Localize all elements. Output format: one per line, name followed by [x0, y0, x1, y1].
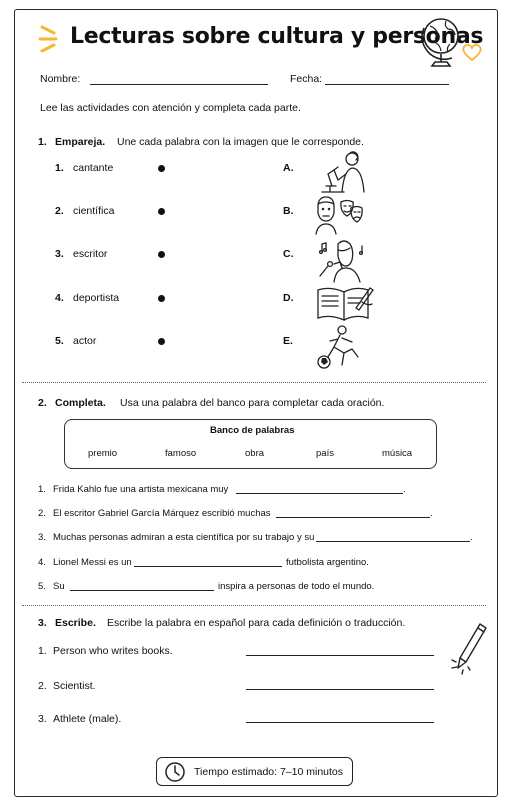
- sentence-end: .: [403, 484, 406, 495]
- writer-book-pen-icon: [316, 284, 374, 322]
- word-bank-word: obra: [245, 448, 265, 459]
- match-item-letter: A.: [283, 162, 294, 174]
- match-dot[interactable]: [158, 338, 165, 345]
- answer-line[interactable]: [246, 655, 434, 656]
- pencil-icon: [450, 622, 490, 676]
- answer-line[interactable]: [246, 722, 434, 723]
- match-item-letter: B.: [283, 205, 294, 217]
- time-estimate-label: Tiempo estimado: 7–10 minutos: [194, 766, 344, 778]
- section3-instruction: Escribe la palabra en español para cada definición o traducción.: [107, 617, 406, 629]
- write-item-prompt: Scientist.: [53, 680, 96, 692]
- write-item-number: 3.: [38, 713, 47, 725]
- sentence-number: 5.: [38, 581, 46, 592]
- sentence-end: .: [470, 532, 473, 543]
- sentence-text: Lionel Messi es un: [53, 557, 132, 568]
- match-item-letter: E.: [283, 335, 293, 347]
- globe-icon: [420, 14, 464, 72]
- match-item-letter: C.: [283, 248, 294, 260]
- name-label: Nombre:: [40, 73, 81, 85]
- match-item-letter: D.: [283, 292, 294, 304]
- section3-number: 3.: [38, 617, 47, 629]
- word-bank-word: premio: [88, 448, 118, 459]
- section2-instruction: Usa una palabra del banco para completar cada oración.: [120, 397, 385, 409]
- sentence-text: Frida Kahlo fue una artista mexicana muy: [53, 484, 229, 495]
- section1-number: 1.: [38, 136, 47, 148]
- match-item-word: cantante: [73, 162, 114, 174]
- sentence-number: 1.: [38, 484, 46, 495]
- sentence-number: 2.: [38, 508, 46, 519]
- match-dot[interactable]: [158, 295, 165, 302]
- sentence-blank[interactable]: [70, 590, 214, 591]
- scientist-microscope-icon: [316, 150, 370, 194]
- actor-theater-masks-icon: [314, 194, 364, 236]
- match-item-word: deportista: [73, 292, 120, 304]
- sentence-end: inspira a personas de todo el mundo.: [218, 581, 375, 592]
- name-field[interactable]: [90, 84, 268, 85]
- sentence-blank[interactable]: [316, 541, 470, 542]
- general-instructions: Lee las actividades con atención y completa cada parte.: [40, 102, 301, 114]
- write-item-number: 2.: [38, 680, 47, 692]
- match-dot[interactable]: [158, 251, 165, 258]
- match-item-word: escritor: [73, 248, 108, 260]
- write-item-number: 1.: [38, 645, 47, 657]
- sentence-blank[interactable]: [236, 493, 403, 494]
- section-divider: [22, 605, 486, 606]
- page-title: Lecturas sobre cultura y personas: [70, 24, 484, 49]
- sentence-text: Su: [53, 581, 65, 592]
- section1-heading: Empareja.: [55, 136, 106, 148]
- match-item-number: 5.: [55, 335, 64, 347]
- date-label: Fecha:: [290, 73, 323, 85]
- clock-icon: [164, 761, 186, 783]
- singer-microphone-icon: [316, 238, 370, 282]
- section-divider: [22, 382, 486, 383]
- write-item-prompt: Athlete (male).: [53, 713, 122, 725]
- sparkle-lines-icon: [38, 22, 64, 52]
- word-bank-word: famoso: [165, 448, 197, 459]
- word-bank-word: país: [316, 448, 334, 459]
- match-item-word: actor: [73, 335, 97, 347]
- match-item-number: 4.: [55, 292, 64, 304]
- sentence-end: .: [430, 508, 433, 519]
- sentence-number: 3.: [38, 532, 46, 543]
- section2-number: 2.: [38, 397, 47, 409]
- section2-heading: Completa.: [55, 397, 106, 409]
- sentence-number: 4.: [38, 557, 46, 568]
- match-dot[interactable]: [158, 208, 165, 215]
- answer-line[interactable]: [246, 689, 434, 690]
- match-item-number: 1.: [55, 162, 64, 174]
- section1-instruction: Une cada palabra con la imagen que le corresponde.: [117, 136, 364, 148]
- heart-icon: [461, 42, 483, 62]
- match-item-number: 2.: [55, 205, 64, 217]
- sentence-text: Muchas personas admiran a esta científica por su trabajo y su: [53, 532, 315, 543]
- sentence-blank[interactable]: [276, 517, 430, 518]
- sentence-blank[interactable]: [134, 566, 282, 567]
- word-bank-title: Banco de palabras: [210, 425, 295, 436]
- match-item-number: 3.: [55, 248, 64, 260]
- sentence-text: El escritor Gabriel García Márquez escribió muchas: [53, 508, 271, 519]
- write-item-prompt: Person who writes books.: [53, 645, 173, 657]
- word-bank-word: música: [382, 448, 413, 459]
- date-field[interactable]: [325, 84, 449, 85]
- section3-heading: Escribe.: [55, 617, 96, 629]
- soccer-player-icon: [316, 324, 364, 370]
- match-item-word: científica: [73, 205, 115, 217]
- match-dot[interactable]: [158, 165, 165, 172]
- sentence-end: futbolista argentino.: [286, 557, 369, 568]
